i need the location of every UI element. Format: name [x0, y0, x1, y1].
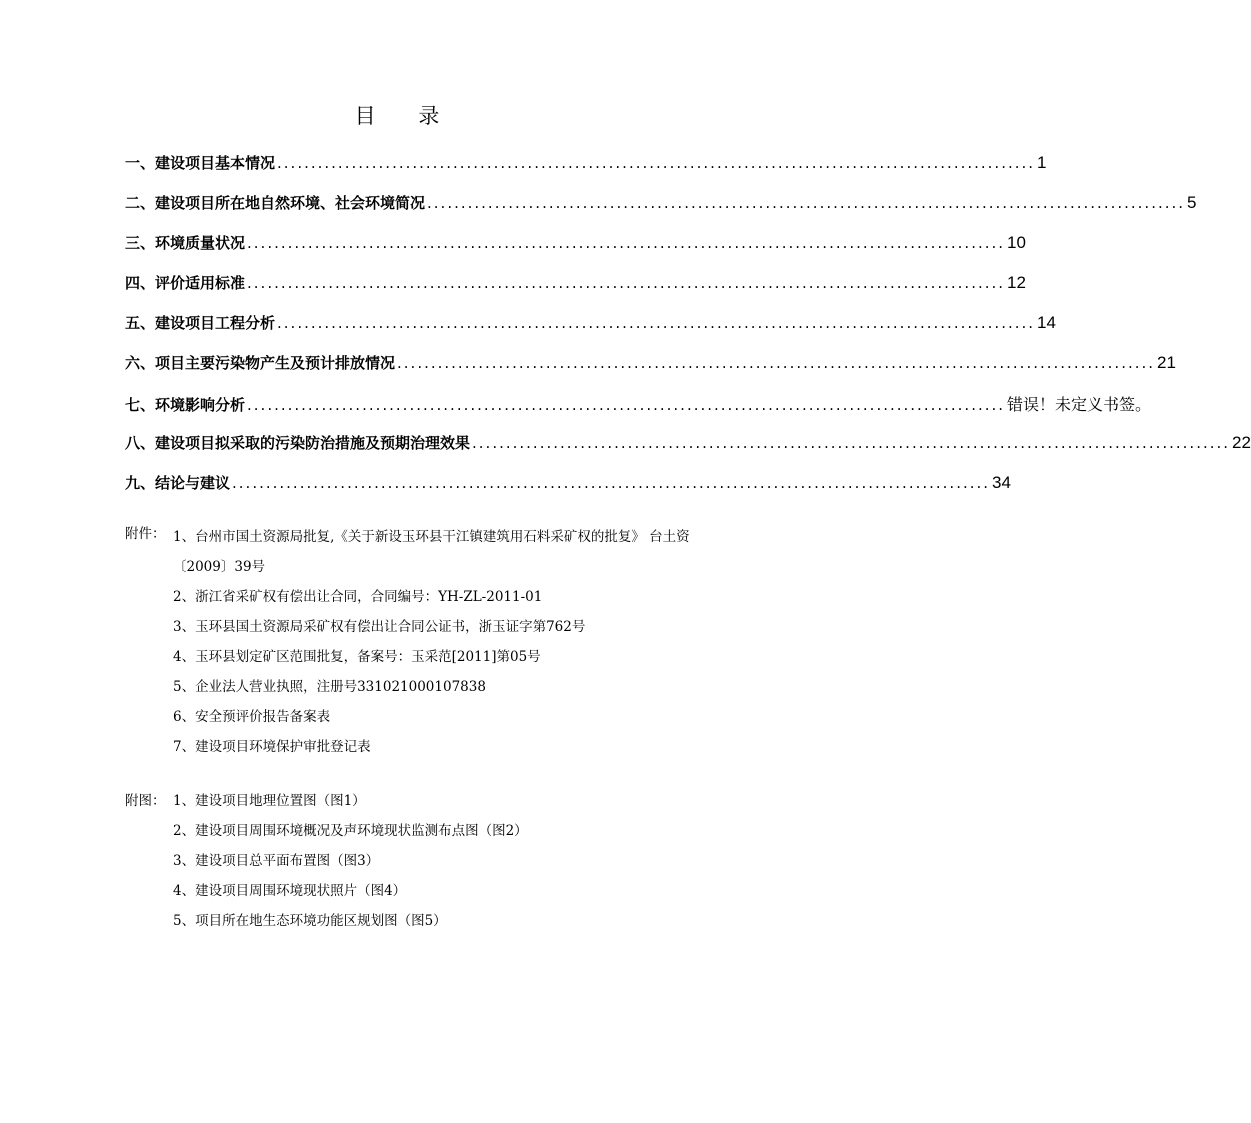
- toc-page-number-error: 错误！未定义书签。: [1007, 395, 1152, 414]
- toc-page-number: 22: [1232, 433, 1251, 452]
- page-title: 目 录: [354, 104, 458, 128]
- toc-entry-title: 一、建设项目基本情况: [125, 154, 276, 172]
- attachment-item: 1、台州市国土资源局批复,《关于新设玉环县干江镇建筑用石料采矿权的批复》 台土资〔2009〕39号: [173, 529, 690, 575]
- figure-item: 4、建设项目周围环境现状照片（图4）: [173, 883, 407, 899]
- toc-page-number: 21: [1157, 353, 1176, 372]
- attachment-item: 7、建设项目环境保护审批登记表: [173, 739, 371, 755]
- attachments-list: [125, 522, 705, 762]
- attachment-item: 5、企业法人营业执照，注册号331021000107838: [173, 679, 486, 695]
- toc-dot-leader: ................................................................................................................: [277, 154, 1036, 172]
- toc-page-number: 1: [1037, 153, 1047, 172]
- toc-dot-leader: ................................................................................................................: [472, 434, 1231, 452]
- figure-item: 5、项目所在地生态环境功能区规划图（图5）: [173, 913, 447, 929]
- toc-entry[interactable]: [125, 232, 1026, 272]
- toc-dot-leader: ................................................................................................................: [232, 474, 991, 492]
- toc-entry-title: 七、环境影响分析: [125, 396, 246, 414]
- toc-entry[interactable]: [125, 152, 1047, 192]
- figure-item: 3、建设项目总平面布置图（图3）: [173, 853, 380, 869]
- attachment-item: 6、安全预评价报告备案表: [173, 709, 331, 725]
- toc-entry-title: 九、结论与建议: [125, 474, 231, 492]
- toc-page-number: 34: [992, 473, 1011, 492]
- toc-entry[interactable]: [125, 352, 1176, 392]
- toc-entry[interactable]: [125, 392, 1152, 432]
- toc-dot-leader: ................................................................................................................: [247, 396, 1006, 414]
- toc-page-number: 12: [1007, 273, 1026, 292]
- toc-entry[interactable]: [125, 472, 1011, 512]
- toc-dot-leader: ................................................................................................................: [397, 354, 1156, 372]
- toc-entry[interactable]: [125, 312, 1056, 352]
- attachment-item: 3、玉环县国土资源局采矿权有偿出让合同公证书，浙玉证字第762号: [173, 619, 586, 635]
- toc-page-number: 14: [1037, 313, 1056, 332]
- toc-entry[interactable]: [125, 432, 1251, 472]
- attachments-label: 附件：: [125, 526, 166, 542]
- figures-list: [125, 786, 705, 936]
- toc-entry-title: 三、环境质量状况: [125, 234, 246, 252]
- toc-dot-leader: ................................................................................................................: [427, 194, 1186, 212]
- table-of-contents: [125, 152, 1251, 512]
- toc-dot-leader: ................................................................................................................: [277, 314, 1036, 332]
- toc-dot-leader: ................................................................................................................: [247, 234, 1006, 252]
- toc-entry[interactable]: [125, 192, 1197, 232]
- toc-entry[interactable]: [125, 272, 1026, 312]
- toc-page-number: 5: [1187, 193, 1197, 212]
- toc-entry-title: 八、建设项目拟采取的污染防治措施及预期治理效果: [125, 434, 471, 452]
- toc-entry-title: 四、评价适用标准: [125, 274, 246, 292]
- attachment-item: 2、浙江省采矿权有偿出让合同，合同编号：YH-ZL-2011-01: [173, 589, 543, 605]
- figure-item: 1、建设项目地理位置图（图1）: [173, 793, 366, 809]
- attachment-item: 4、玉环县划定矿区范围批复，备案号：玉采范[2011]第05号: [173, 649, 541, 665]
- toc-dot-leader: ................................................................................................................: [247, 274, 1006, 292]
- toc-entry-title: 五、建设项目工程分析: [125, 314, 276, 332]
- toc-entry-title: 六、项目主要污染物产生及预计排放情况: [125, 354, 396, 372]
- toc-entry-title: 二、建设项目所在地自然环境、社会环境简况: [125, 194, 426, 212]
- figures-label: 附图：: [125, 793, 166, 809]
- figure-item: 2、建设项目周围环境概况及声环境现状监测布点图（图2）: [173, 823, 528, 839]
- toc-page-number: 10: [1007, 233, 1026, 252]
